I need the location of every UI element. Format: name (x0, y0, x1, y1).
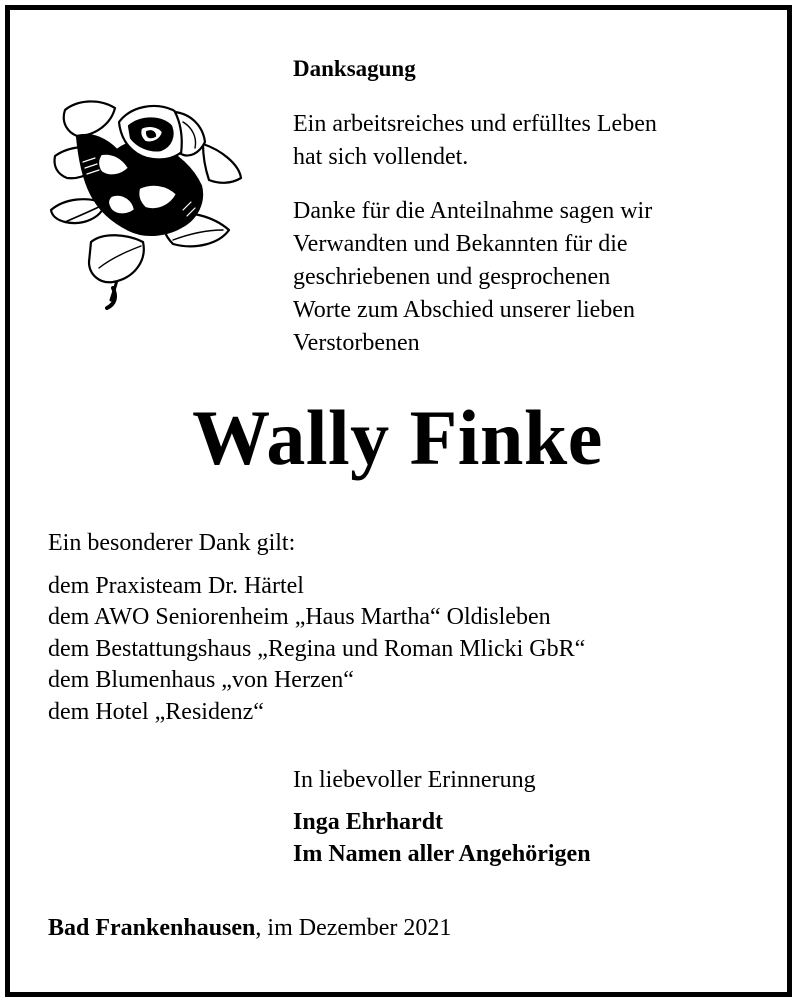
place-date-line (48, 912, 451, 944)
place-name: Bad Frankenhausen (48, 915, 256, 941)
gratitude-paragraph (293, 195, 763, 360)
deceased-name: Wally Finke (192, 394, 603, 481)
gratitude-line: Verstorbenen (293, 330, 420, 356)
intro-paragraph (293, 108, 763, 174)
intro-line: hat sich vollendet. (293, 144, 469, 170)
date-text: , im Dezember 2021 (255, 915, 452, 941)
intro-line: Ein arbeitsreiches und erfülltes Leben (293, 111, 657, 137)
gratitude-line: geschriebenen und gesprochenen (293, 264, 611, 290)
thanks-item: dem AWO Seniorenheim „Haus Martha“ Oldisleben (48, 604, 551, 630)
gratitude-line: Danke für die Anteilnahme sagen wir (293, 198, 653, 224)
memory-block (293, 764, 763, 870)
thanks-intro: Ein besonderer Dank gilt: (48, 530, 296, 556)
thanks-item: dem Bestattungshaus „Regina und Roman Mlicki GbR“ (48, 635, 586, 662)
rose-icon (43, 92, 247, 310)
gratitude-line: Worte zum Abschied unserer lieben (293, 297, 635, 323)
signer-name: Inga Ehrhardt (293, 809, 444, 835)
memory-line: In liebevoller Erinnerung (293, 767, 536, 793)
notice-heading: Danksagung (293, 56, 416, 81)
top-text-column (293, 52, 763, 360)
thanks-item: dem Praxisteam Dr. Härtel (48, 572, 304, 599)
thanks-item: dem Blumenhaus „von Herzen“ (48, 667, 354, 693)
gratitude-line: Verwandten und Bekannten für die (293, 231, 628, 257)
signer-block (293, 806, 763, 870)
thanks-item: dem Hotel „Residenz“ (48, 698, 264, 725)
signer-note: Im Namen aller Angehörigen (293, 841, 591, 867)
special-thanks (48, 528, 768, 728)
